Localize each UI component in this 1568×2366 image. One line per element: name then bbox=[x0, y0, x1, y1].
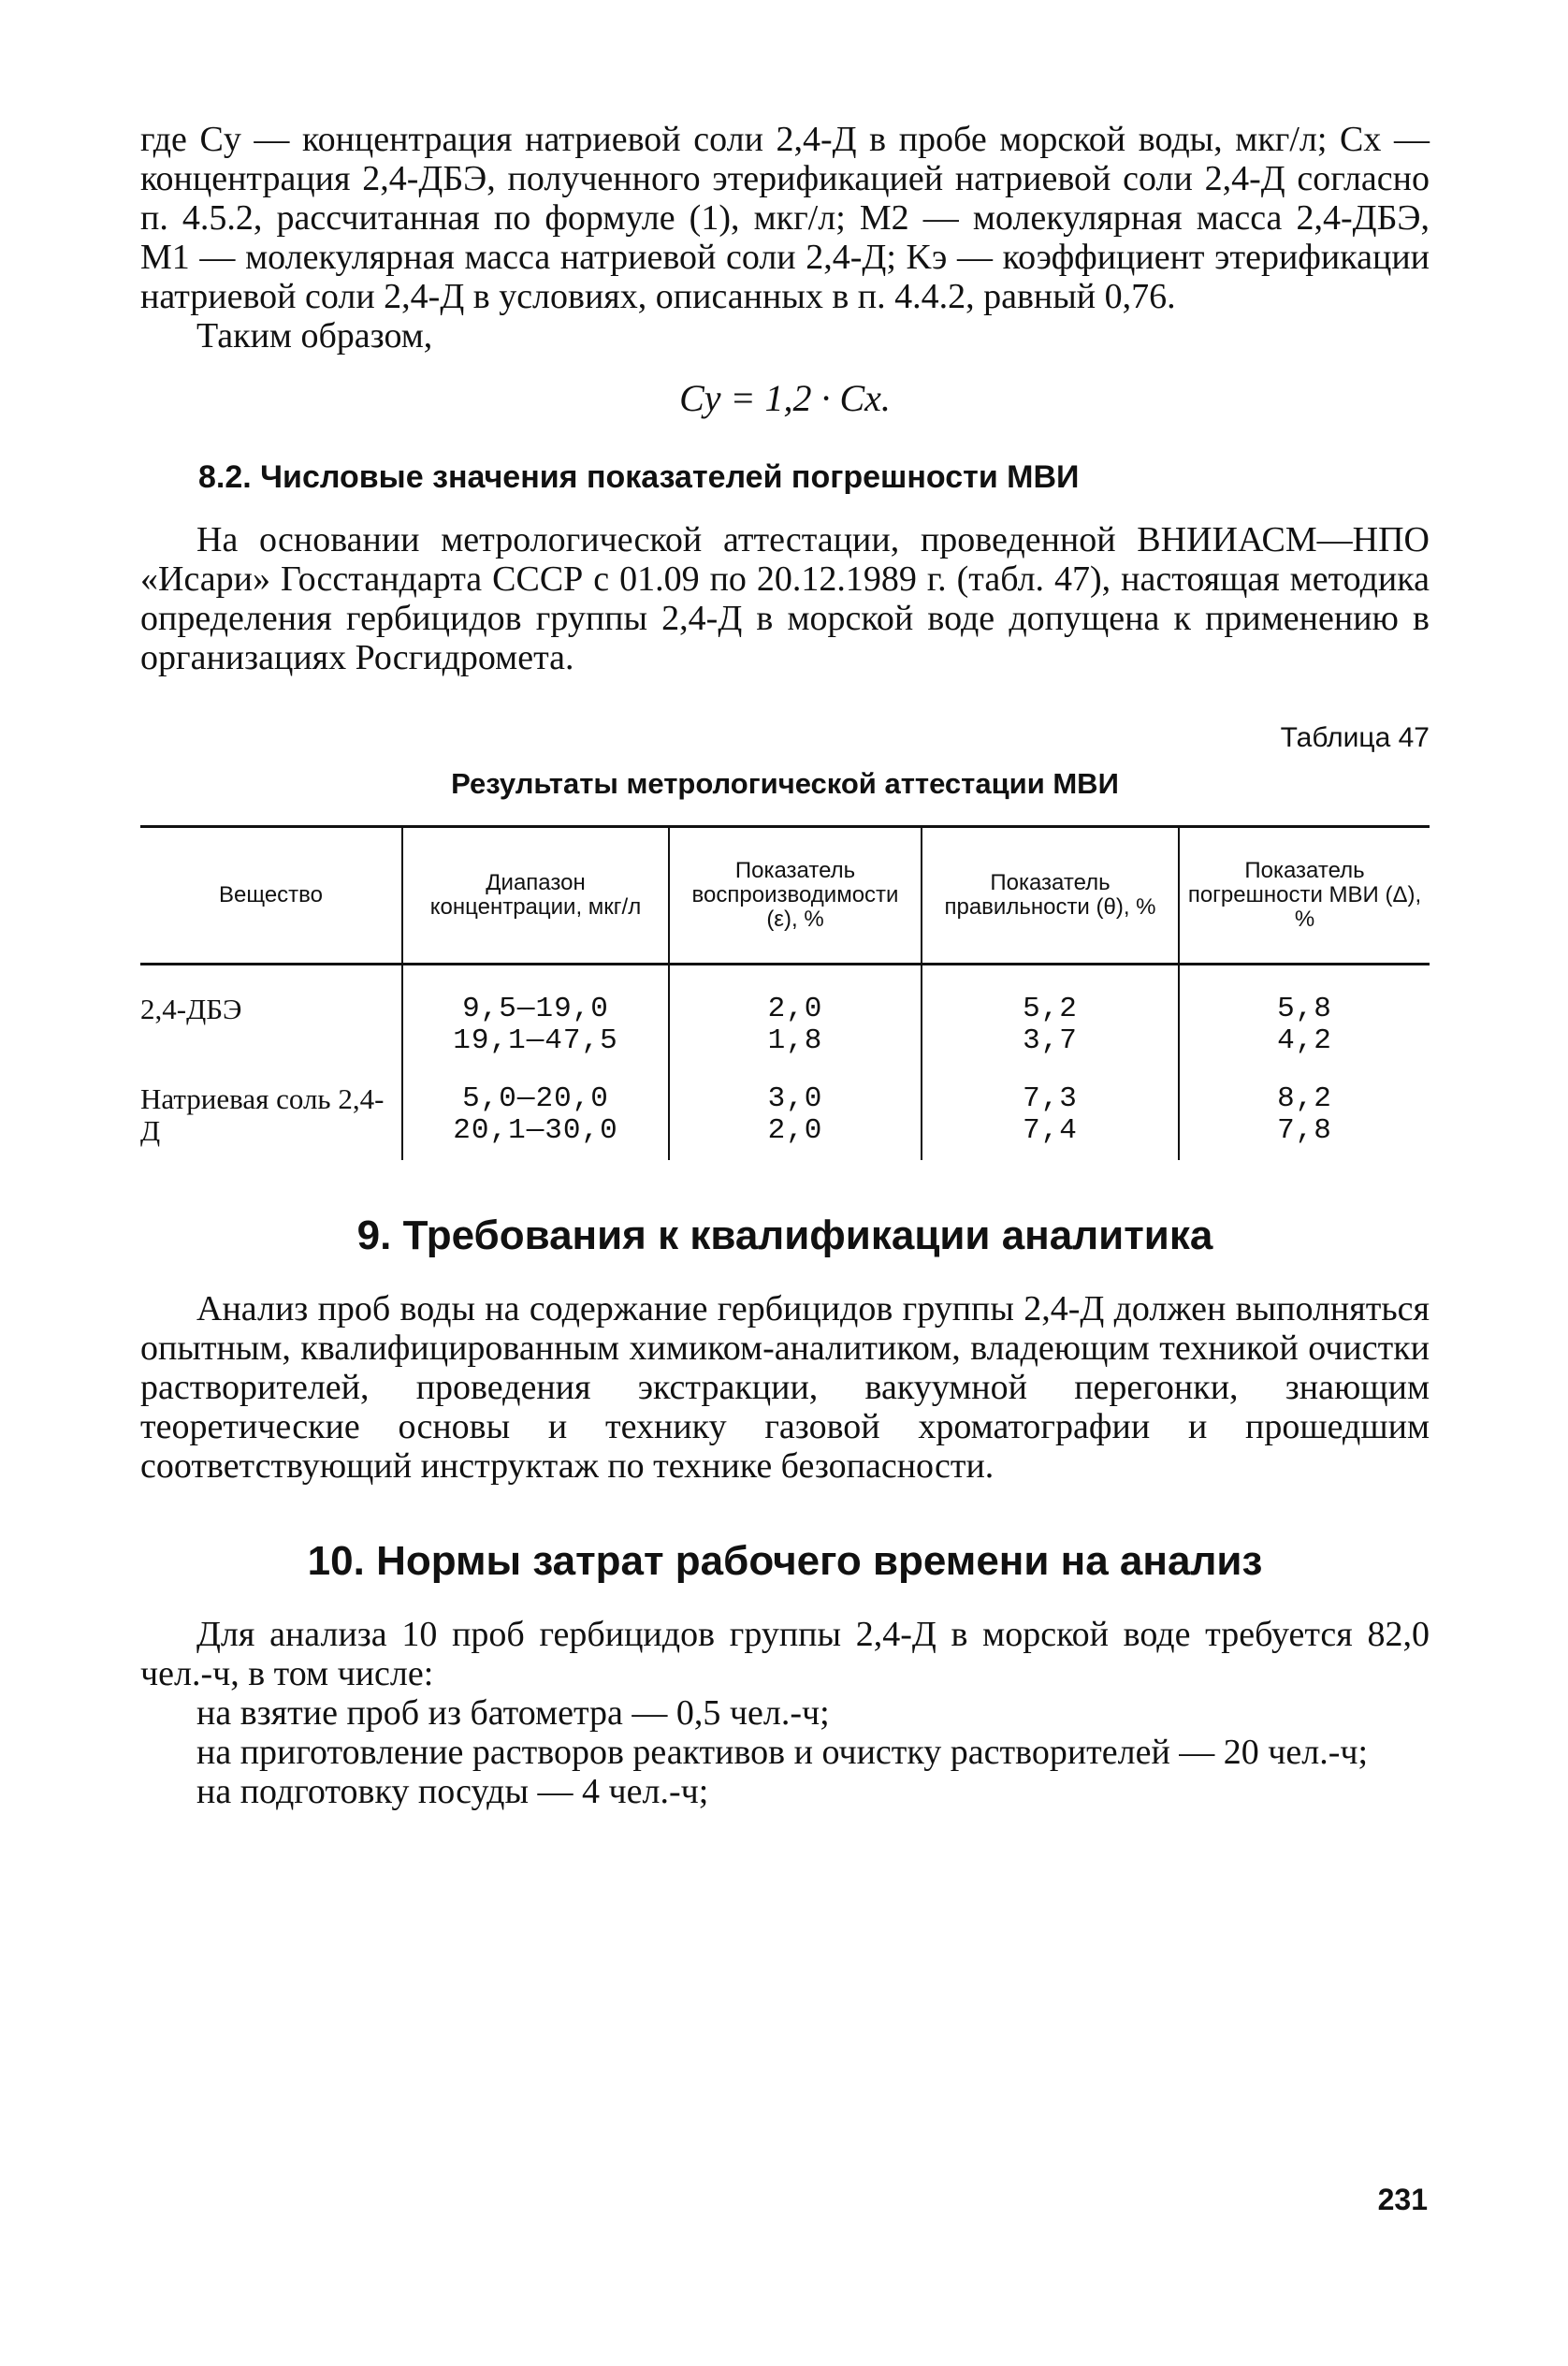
cell-reproducibility: 3,0 2,0 bbox=[669, 1057, 922, 1160]
page-content bbox=[140, 120, 1430, 1811]
header-error: Показатель погрешности МВИ (Δ), % bbox=[1179, 827, 1430, 965]
page-number: 231 bbox=[1377, 2183, 1428, 2216]
header-substance: Вещество bbox=[140, 827, 402, 965]
cell-range: 5,0—20,0 20,1—30,0 bbox=[402, 1057, 669, 1160]
cell-error: 5,8 4,2 bbox=[1179, 965, 1430, 1058]
header-reproducibility: Показатель воспроизводимости (ε), % bbox=[669, 827, 922, 965]
cell-error: 8,2 7,8 bbox=[1179, 1057, 1430, 1160]
formula: Cy = 1,2 · Cx. bbox=[679, 377, 891, 419]
section-8-2-text: На основании метрологической аттестации, проведенной ВНИИАСМ—НПО «Исари» Госстандарта СССР с 01.09 по 20.12.1989 г. (табл. 47), настоящая методика определения гербицидов группы 2,4-Д в морской воде допущена к применению в организациях Росгидромета. bbox=[140, 520, 1430, 677]
section-9-text: Анализ проб воды на содержание гербицидов группы 2,4-Д должен выполняться опытным, квалифицированным химиком-аналитиком, владеющим техникой очистки растворителей, проведения экстракции, вакуумной перегонки, знающим теоретические основы и технику газовой хроматографии и прошедшим соответствующий инструктаж по технике безопасности. bbox=[140, 1289, 1430, 1486]
list-item: на приготовление растворов реактивов и очистку растворителей — 20 чел.-ч; bbox=[196, 1733, 1369, 1772]
section-9-title: 9. Требования к квалификации аналитика bbox=[356, 1212, 1213, 1258]
table-caption: Результаты метрологической аттестации МВИ bbox=[451, 767, 1119, 800]
cell-reproducibility: 2,0 1,8 bbox=[669, 965, 922, 1058]
header-correctness: Показатель правильности (θ), % bbox=[922, 827, 1179, 965]
cell-substance: Натриевая соль 2,4-Д bbox=[140, 1082, 385, 1147]
section-10-title: 10. Нормы затрат рабочего времени на анализ bbox=[307, 1538, 1263, 1584]
definitions-paragraph: где Cy — концентрация натриевой соли 2,4-Д в пробе морской воды, мкг/л; Cx — концентрация 2,4-ДБЭ, полученного этерификацией натриевой соли 2,4-Д согласно п. 4.5.2, рассчитанная по формуле (1), мкг/л; M2 — молекулярная масса 2,4-ДБЭ, M1 — молекулярная масса натриевой соли 2,4-Д; Kэ — коэффициент этерификации натриевой соли 2,4-Д в условиях, описанных в п. 4.4.2, равный 0,76. bbox=[140, 120, 1430, 316]
header-range: Диапазон концентрации, мкг/л bbox=[402, 827, 669, 965]
list-item: на подготовку посуды — 4 чел.-ч; bbox=[196, 1772, 709, 1811]
cell-range: 9,5—19,0 19,1—47,5 bbox=[402, 965, 669, 1058]
table-row bbox=[140, 1057, 1430, 1160]
table-number: Таблица 47 bbox=[1280, 722, 1430, 753]
list-item: на взятие проб из батометра — 0,5 чел.-ч; bbox=[196, 1693, 830, 1733]
cell-correctness: 5,2 3,7 bbox=[922, 965, 1179, 1058]
section-8-2-title: 8.2. Числовые значения показателей погрешности МВИ bbox=[198, 459, 1080, 495]
cell-substance: 2,4-ДБЭ bbox=[140, 993, 242, 1025]
results-table bbox=[140, 825, 1430, 1160]
table-row bbox=[140, 965, 1430, 1058]
cell-correctness: 7,3 7,4 bbox=[922, 1057, 1179, 1160]
section-10-text: Для анализа 10 проб гербицидов группы 2,4-Д в морской воде требуется 82,0 чел.-ч, в том числе: bbox=[140, 1615, 1430, 1693]
table-header-row bbox=[140, 827, 1430, 965]
thus-text: Таким образом, bbox=[196, 316, 433, 356]
